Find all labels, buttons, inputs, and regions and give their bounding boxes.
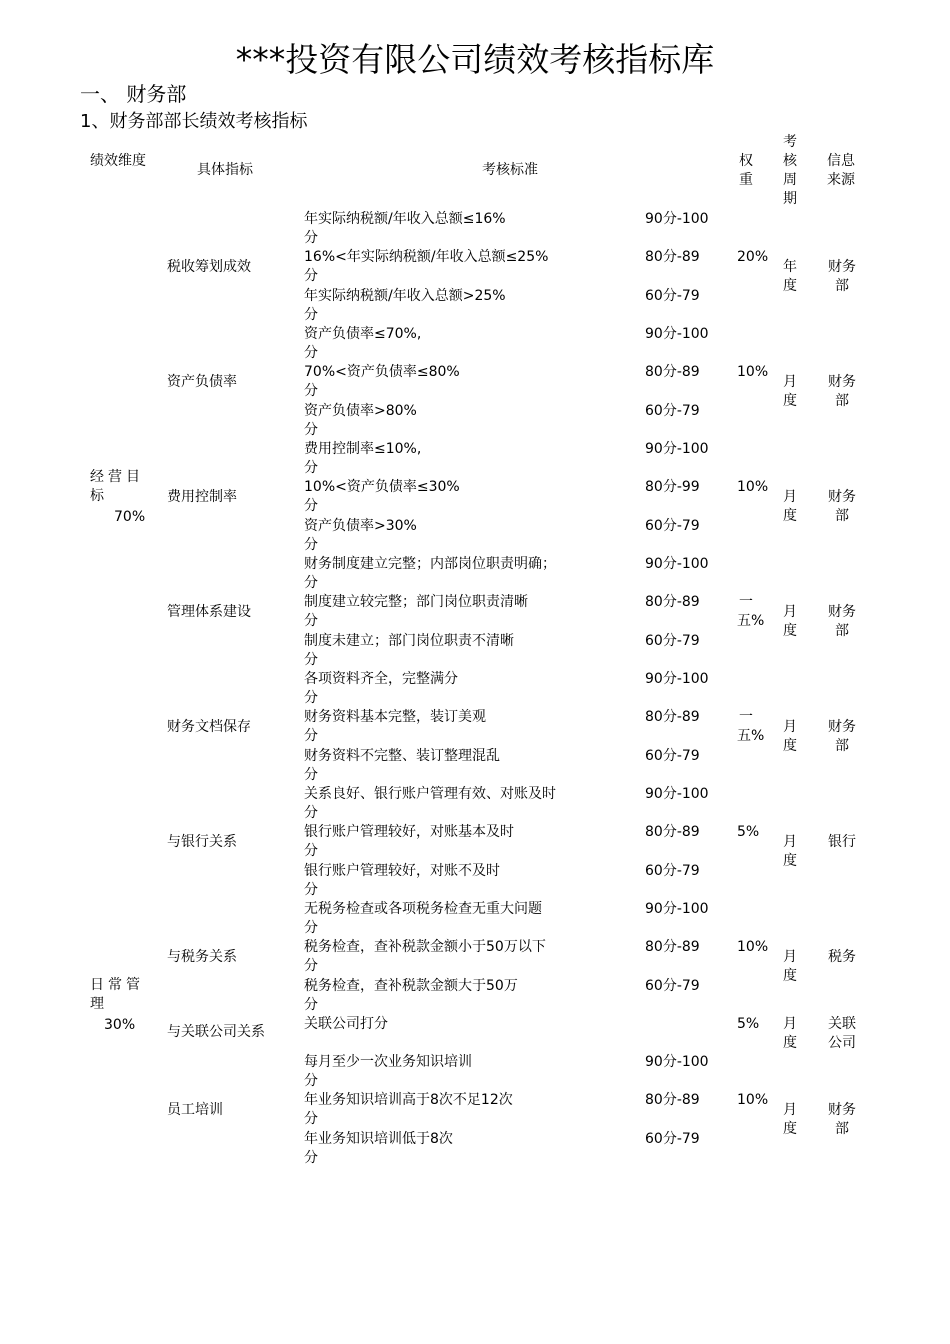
- indicator-period: 月度: [783, 604, 797, 639]
- criterion-text: 税务检查，查补税款金额大于50万: [304, 977, 518, 994]
- criterion-unit: 分: [304, 536, 318, 553]
- criterion-text: 关系良好、银行账户管理有效、对账及时: [304, 786, 556, 802]
- page-title: ***投资有限公司绩效考核指标库: [235, 40, 715, 79]
- indicator-name: 与关联公司关系: [167, 1024, 265, 1040]
- indicator-name: 税收筹划成效: [167, 259, 251, 275]
- criterion-text: 每月至少一次业务知识培训: [304, 1054, 472, 1070]
- criterion-text: 年实际纳税额/年收入总额≤16%: [304, 211, 506, 227]
- criterion-unit: 分: [304, 421, 318, 438]
- indicator-weight: 10%: [737, 479, 769, 495]
- criterion-text: 银行账户管理较好，对账不及时: [304, 862, 500, 879]
- header-standard: 考核标准: [482, 162, 538, 178]
- criterion-score: 90分-100: [645, 1054, 709, 1070]
- header-indicator: 具体指标: [197, 162, 253, 178]
- criterion-unit: 分: [304, 651, 318, 668]
- criterion-text: 年业务知识培训高于8次不足12次: [304, 1092, 513, 1109]
- header-source: 信息来源: [827, 153, 855, 188]
- criterion-unit: 分: [304, 575, 318, 591]
- criterion-text: 10%<资产负债率≤30%: [304, 479, 460, 496]
- indicator-period: 月度: [783, 719, 797, 754]
- criterion-score: 60分-79: [645, 862, 700, 879]
- criterion-score: 60分-79: [645, 402, 700, 419]
- header-dimension: 绩效维度: [90, 153, 146, 169]
- indicator-source: 关联公司: [828, 1016, 856, 1051]
- indicator-name: 资产负债率: [167, 374, 237, 390]
- criterion-score: 80分-89: [645, 364, 700, 381]
- criterion-score: 90分-100: [645, 671, 709, 687]
- criterion-unit: 分: [304, 498, 318, 515]
- criterion-unit: 分: [304, 268, 318, 285]
- criterion-text: 年业务知识培训低于8次: [304, 1130, 453, 1147]
- indicator-period: 月度: [783, 949, 797, 984]
- criterion-unit: 分: [304, 1149, 318, 1166]
- dimension-label: 日常管理: [90, 977, 144, 1012]
- criterion-score: 60分-79: [645, 632, 700, 649]
- criterion-unit: 分: [304, 843, 318, 860]
- indicator-source: 财务部: [828, 1102, 856, 1137]
- indicator-name: 与税务关系: [167, 949, 237, 965]
- indicator-period: 月度: [783, 489, 797, 524]
- criterion-unit: 分: [304, 1073, 318, 1089]
- criterion-unit: 分: [304, 881, 318, 898]
- criterion-score: 60分-79: [645, 517, 700, 534]
- indicator-weight: 5%: [737, 1016, 760, 1032]
- criterion-score: 90分-100: [645, 901, 709, 917]
- criterion-unit: 分: [304, 920, 318, 936]
- subsection-heading: 1、财务部部长绩效考核指标: [80, 111, 308, 132]
- indicator-source: 财务部: [828, 259, 856, 294]
- indicator-weight: 5%: [737, 824, 760, 840]
- criterion-score: 60分-79: [645, 287, 700, 304]
- criterion-score: 90分-100: [645, 556, 709, 572]
- indicator-weight: 一五%: [737, 594, 765, 629]
- indicator-name: 管理体系建设: [167, 604, 251, 620]
- criterion-score: 80分-99: [645, 479, 700, 496]
- indicator-source: 财务部: [828, 374, 856, 409]
- indicator-period: 月度: [783, 374, 797, 409]
- indicator-weight: 10%: [737, 364, 769, 380]
- criterion-text: 各项资料齐全，完整满分: [304, 671, 458, 687]
- criterion-score: 80分-89: [645, 824, 700, 841]
- indicator-period: 月度: [783, 1016, 797, 1051]
- indicator-name: 财务文档保存: [167, 719, 251, 735]
- criterion-score: 80分-89: [645, 939, 700, 956]
- criterion-score: 60分-79: [645, 1130, 700, 1147]
- criterion-score: 90分-100: [645, 441, 709, 457]
- indicator-weight: 10%: [737, 939, 769, 955]
- criterion-unit: 分: [304, 958, 318, 975]
- criterion-unit: 分: [304, 460, 318, 476]
- criterion-score: 80分-89: [645, 249, 700, 266]
- criterion-unit: 分: [304, 996, 318, 1013]
- criterion-text: 资产负债率≤70%,: [304, 326, 422, 342]
- dimension-pct: 30%: [104, 1017, 136, 1033]
- dimension-label: 经营目标: [90, 469, 144, 504]
- criterion-score: 80分-89: [645, 1092, 700, 1109]
- criterion-text: 关联公司打分: [304, 1016, 388, 1032]
- indicator-name: 员工培训: [167, 1102, 223, 1118]
- indicator-period: 月度: [783, 1102, 797, 1137]
- indicator-weight: 一五%: [737, 709, 765, 744]
- indicator-period: 月度: [783, 834, 797, 869]
- criterion-text: 财务资料基本完整，装订美观: [304, 709, 486, 726]
- dimension-pct: 70%: [114, 509, 146, 525]
- criterion-score: 90分-100: [645, 786, 709, 802]
- criterion-score: 90分-100: [645, 326, 709, 342]
- criterion-unit: 分: [304, 728, 318, 745]
- criterion-text: 费用控制率≤10%,: [304, 441, 422, 457]
- criterion-score: 90分-100: [645, 211, 709, 227]
- header-weight: 权重: [739, 153, 753, 188]
- criterion-score: 60分-79: [645, 747, 700, 764]
- indicator-name: 与银行关系: [167, 834, 237, 850]
- criterion-text: 制度建立较完整；部门岗位职责清晰: [304, 594, 528, 611]
- criterion-text: 无税务检查或各项税务检查无重大问题: [304, 901, 542, 917]
- criterion-unit: 分: [304, 230, 318, 246]
- criterion-unit: 分: [304, 1111, 318, 1128]
- criterion-unit: 分: [304, 805, 318, 821]
- criterion-unit: 分: [304, 766, 318, 783]
- criterion-text: 年实际纳税额/年收入总额>25%: [304, 287, 506, 304]
- indicator-name: 费用控制率: [167, 489, 237, 505]
- criterion-score: 80分-89: [645, 709, 700, 726]
- criterion-score: 80分-89: [645, 594, 700, 611]
- indicator-source: 财务部: [828, 604, 856, 639]
- criterion-unit: 分: [304, 345, 318, 361]
- indicator-source: 银行: [828, 834, 856, 850]
- criterion-text: 税务检查，查补税款金额小于50万以下: [304, 939, 546, 956]
- section-heading: 一、 财务部: [80, 82, 187, 106]
- criterion-text: 资产负债率>30%: [304, 517, 417, 534]
- criterion-unit: 分: [304, 306, 318, 323]
- indicator-weight: 10%: [737, 1092, 769, 1108]
- criterion-text: 资产负债率>80%: [304, 402, 417, 419]
- indicator-source: 税务: [828, 949, 856, 965]
- criterion-unit: 分: [304, 690, 318, 706]
- indicator-period: 年度: [783, 259, 797, 294]
- criterion-text: 制度未建立；部门岗位职责不清晰: [304, 632, 514, 649]
- criterion-score: 60分-79: [645, 977, 700, 994]
- indicator-source: 财务部: [828, 489, 856, 524]
- criterion-text: 16%<年实际纳税额/年收入总额≤25%: [304, 249, 549, 266]
- indicator-source: 财务部: [828, 719, 856, 754]
- criterion-unit: 分: [304, 383, 318, 400]
- criterion-text: 财务制度建立完整；内部岗位职责明确；: [304, 556, 556, 572]
- criterion-text: 财务资料不完整、装订整理混乱: [304, 747, 500, 764]
- criterion-unit: 分: [304, 613, 318, 630]
- criterion-text: 银行账户管理较好，对账基本及时: [304, 824, 514, 841]
- criterion-text: 70%<资产负债率≤80%: [304, 364, 460, 381]
- indicator-weight: 20%: [737, 249, 769, 265]
- header-period: 考核周期: [783, 134, 797, 207]
